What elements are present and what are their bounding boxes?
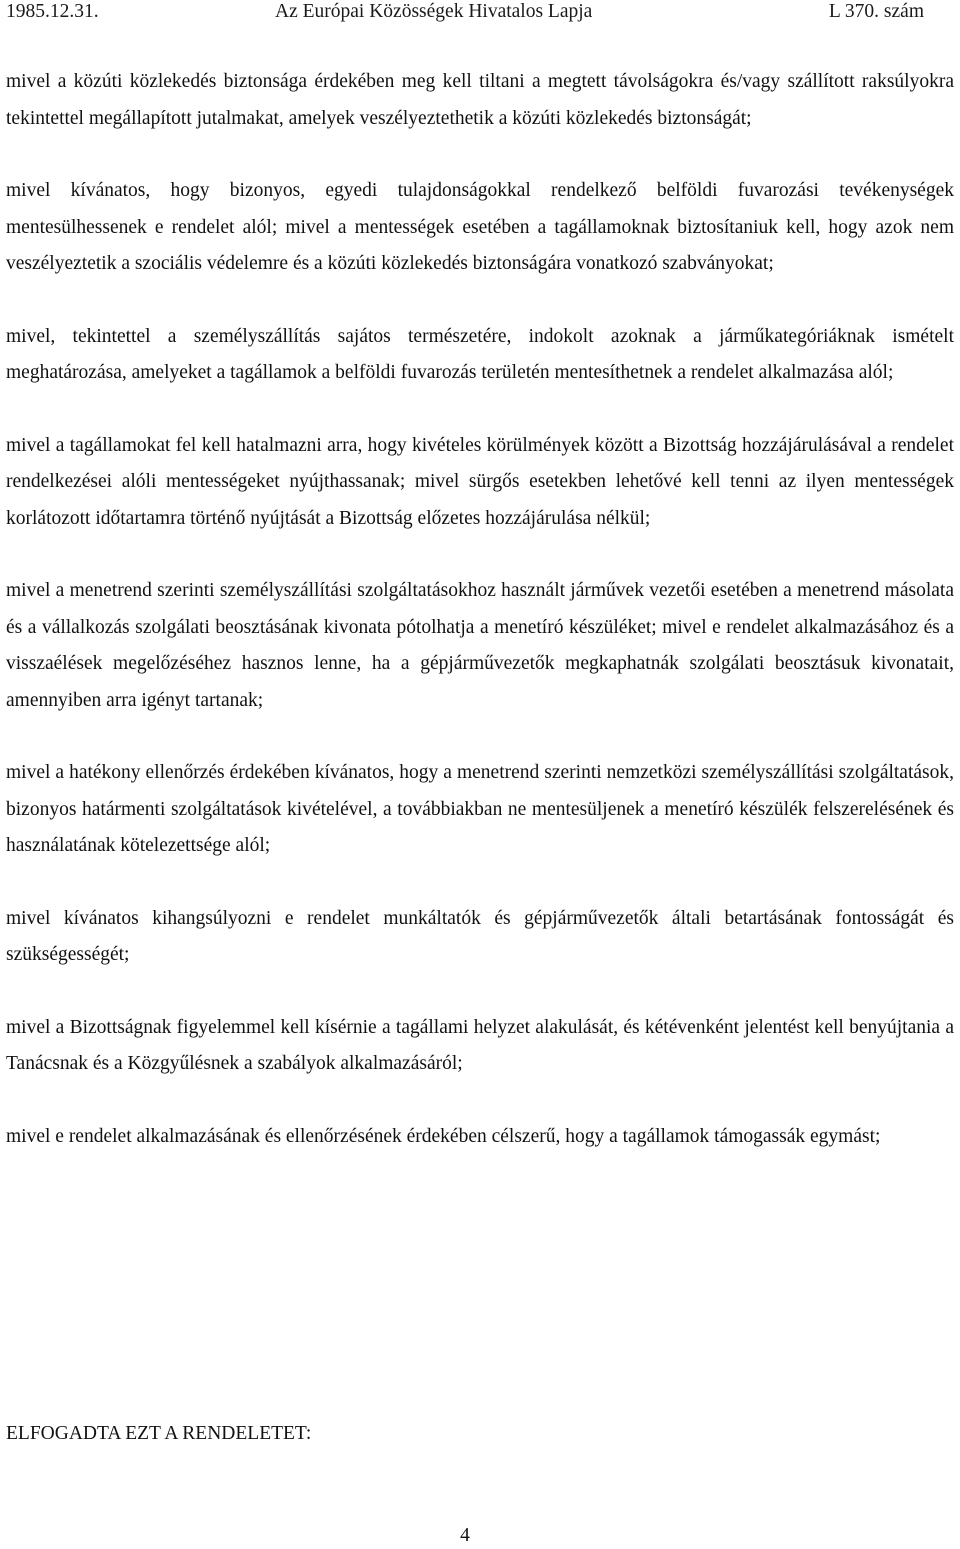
recital-paragraph: mivel kívánatos kihangsúlyozni e rendelet munkáltatók és gépjárművezetők általi betartásának fontosságát és szükségességét; <box>6 907 954 965</box>
header-issue-number: L 370. szám <box>828 1 924 22</box>
recital-paragraph: mivel a Bizottságnak figyelemmel kell kísérnie a tagállami helyzet alakulását, és kétévenként jelentést kell benyújtania a Tanácsnak és a Közgyűlésnek a szabályok alkalmazásáról; <box>6 1016 954 1074</box>
recitals <box>6 64 954 1191</box>
header-date: 1985.12.31. <box>6 1 99 22</box>
adoption-statement: ELFOGADTA EZT A RENDELETET: <box>6 1423 312 1444</box>
page-header <box>6 0 924 26</box>
recital-paragraph: mivel, tekintettel a személyszállítás sajátos természetére, indokolt azoknak a járműkategóriáknak ismételt meghatározása, amelyeket a tagállamok a belföldi fuvarozás területén mentesíthetnek a rendelet alkalmazása alól; <box>6 325 954 383</box>
recital-paragraph: mivel kívánatos, hogy bizonyos, egyedi tulajdonságokkal rendelkező belföldi fuvarozási tevékenységek mentesülhessenek e rendelet alól; mivel a mentességek esetében a tagállamoknak biztosítaniuk kell, hogy azok nem veszélyeztetik a szociális védelemre és a közúti közlekedés biztonságára vonatkozó szabványokat; <box>6 180 954 274</box>
page-number: 4 <box>460 1525 470 1546</box>
recital-paragraph: mivel a hatékony ellenőrzés érdekében kívánatos, hogy a menetrend szerinti nemzetközi személyszállítási szolgáltatások, bizonyos határmenti szolgáltatások kivételével, a továbbiakban ne mentesüljenek a menetíró készülék felszerelésének és használatának kötelezettsége alól; <box>6 762 954 856</box>
recital-paragraph: mivel a menetrend szerinti személyszállítási szolgáltatásokhoz használt járművek vezetői esetében a menetrend másolata és a vállalkozás szolgálati beosztásának kivonata pótolhatja a menetíró készüléket; mivel e rendelet alkalmazásához és a visszaélések megelőzéséhez hasznos lenne, ha a gépjárművezetők megkaphatnák szolgálati beosztásuk kivonatait, amennyiben arra igényt tartanak; <box>6 580 954 711</box>
recital-paragraph: mivel e rendelet alkalmazásának és ellenőrzésének érdekében célszerű, hogy a tagállamok támogassák egymást; <box>6 1125 881 1147</box>
recital-paragraph: mivel a közúti közlekedés biztonsága érdekében meg kell tiltani a megtett távolságokra és/vagy szállított raksúlyokra tekintettel megállapított jutalmakat, amelyek veszélyeztethetik a közúti közlekedés biztonságát; <box>6 71 954 129</box>
recital-paragraph: mivel a tagállamokat fel kell hatalmazni arra, hogy kivételes körülmények között a Bizottság hozzájárulásával a rendelet rendelkezései alóli mentességeket nyújthassanak; mivel sürgős esetekben lehetővé kell tenni az ilyen mentességek korlátozott időtartamra történő nyújtását a Bizottság előzetes hozzájárulása nélkül; <box>6 434 954 529</box>
header-journal-title: Az Európai Közösségek Hivatalos Lapja <box>275 1 593 22</box>
